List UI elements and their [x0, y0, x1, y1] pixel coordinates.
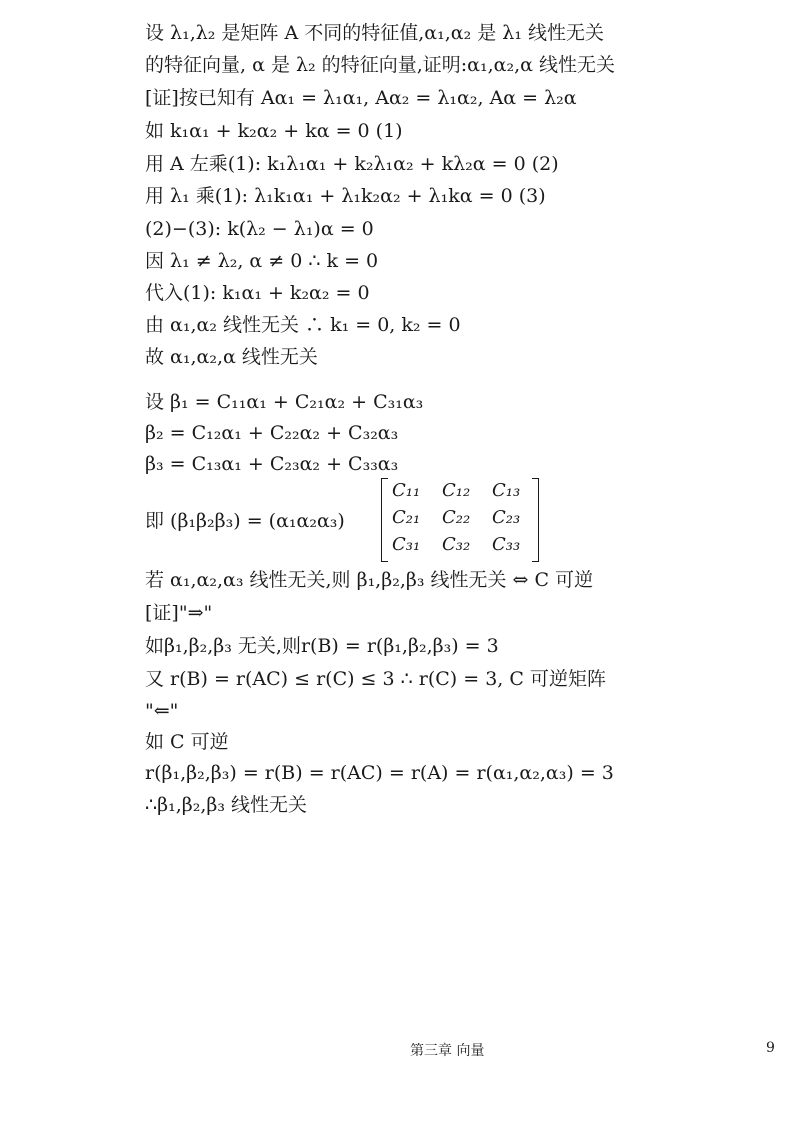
- text-line: "⇐": [145, 700, 179, 722]
- text-line: 如 k₁α₁ + k₂α₂ + kα = 0 (1): [145, 120, 403, 142]
- text-line: (2)−(3): k(λ₂ − λ₁)α = 0: [145, 218, 374, 240]
- text-line: 的特征向量, α 是 λ₂ 的特征向量,证明:α₁,α₂,α 线性无关: [145, 54, 615, 76]
- matrix-cell: C₁₁: [392, 480, 421, 501]
- text-line: β₂ = C₁₂α₁ + C₂₂α₂ + C₃₂α₃: [145, 422, 399, 444]
- text-line: 因 λ₁ ≠ λ₂, α ≠ 0 ∴ k = 0: [145, 250, 379, 272]
- matrix-cell: C₃₃: [492, 534, 521, 555]
- text-line: 又 r(B) = r(AC) ≤ r(C) ≤ 3 ∴ r(C) = 3, C 可逆矩阵: [145, 668, 606, 690]
- text-line: [证]按已知有 Aα₁ = λ₁α₁, Aα₂ = λ₁α₂, Aα = λ₂α: [145, 87, 577, 109]
- text-line: ∴β₁,β₂,β₃ 线性无关: [145, 794, 308, 816]
- text-line: r(β₁,β₂,β₃) = r(B) = r(AC) = r(A) = r(α₁,α₂,α₃) = 3: [145, 762, 614, 784]
- text-line: 如 C 可逆: [145, 731, 229, 753]
- matrix-cell: C₁₃: [492, 480, 521, 501]
- text-line: 如β₁,β₂,β₃ 无关,则r(B) = r(β₁,β₂,β₃) = 3: [145, 635, 499, 657]
- text-line: [证]"⇒": [145, 602, 213, 624]
- page-number: 9: [766, 1040, 775, 1056]
- text-line: 代入(1): k₁α₁ + k₂α₂ = 0: [145, 282, 370, 304]
- text-line: 故 α₁,α₂,α 线性无关: [145, 346, 318, 368]
- matrix-equation: [145, 478, 705, 564]
- text-line: 设 λ₁,λ₂ 是矩阵 A 不同的特征值,α₁,α₂ 是 λ₁ 线性无关: [145, 22, 604, 44]
- text-line: 设 β₁ = C₁₁α₁ + C₂₁α₂ + C₃₁α₃: [145, 391, 424, 413]
- text-line: 若 α₁,α₂,α₃ 线性无关,则 β₁,β₂,β₃ 线性无关 ⇔ C 可逆: [145, 569, 594, 591]
- matrix-cell: C₂₃: [492, 507, 521, 528]
- matrix-cell: C₃₂: [442, 534, 471, 555]
- text-line: β₃ = C₁₃α₁ + C₂₃α₂ + C₃₃α₃: [145, 453, 399, 475]
- text-line: 由 α₁,α₂ 线性无关 ∴ k₁ = 0, k₂ = 0: [145, 314, 461, 336]
- matrix-cell: C₂₁: [392, 507, 421, 528]
- matrix-cell: C₃₁: [392, 534, 421, 555]
- matrix-cell: C₂₂: [442, 507, 471, 528]
- text-line: 用 A 左乘(1): k₁λ₁α₁ + k₂λ₁α₂ + kλ₂α = 0 (2): [145, 153, 559, 175]
- matrix-equation-prefix: 即 (β₁β₂β₃) = (α₁α₂α₃): [145, 510, 345, 532]
- text-line: 用 λ₁ 乘(1): λ₁k₁α₁ + λ₁k₂α₂ + λ₁kα = 0 (3): [145, 185, 546, 207]
- matrix-cell: C₁₂: [442, 480, 471, 501]
- coefficient-matrix: [381, 478, 539, 562]
- footer-chapter-title: 第三章 向量: [410, 1043, 485, 1059]
